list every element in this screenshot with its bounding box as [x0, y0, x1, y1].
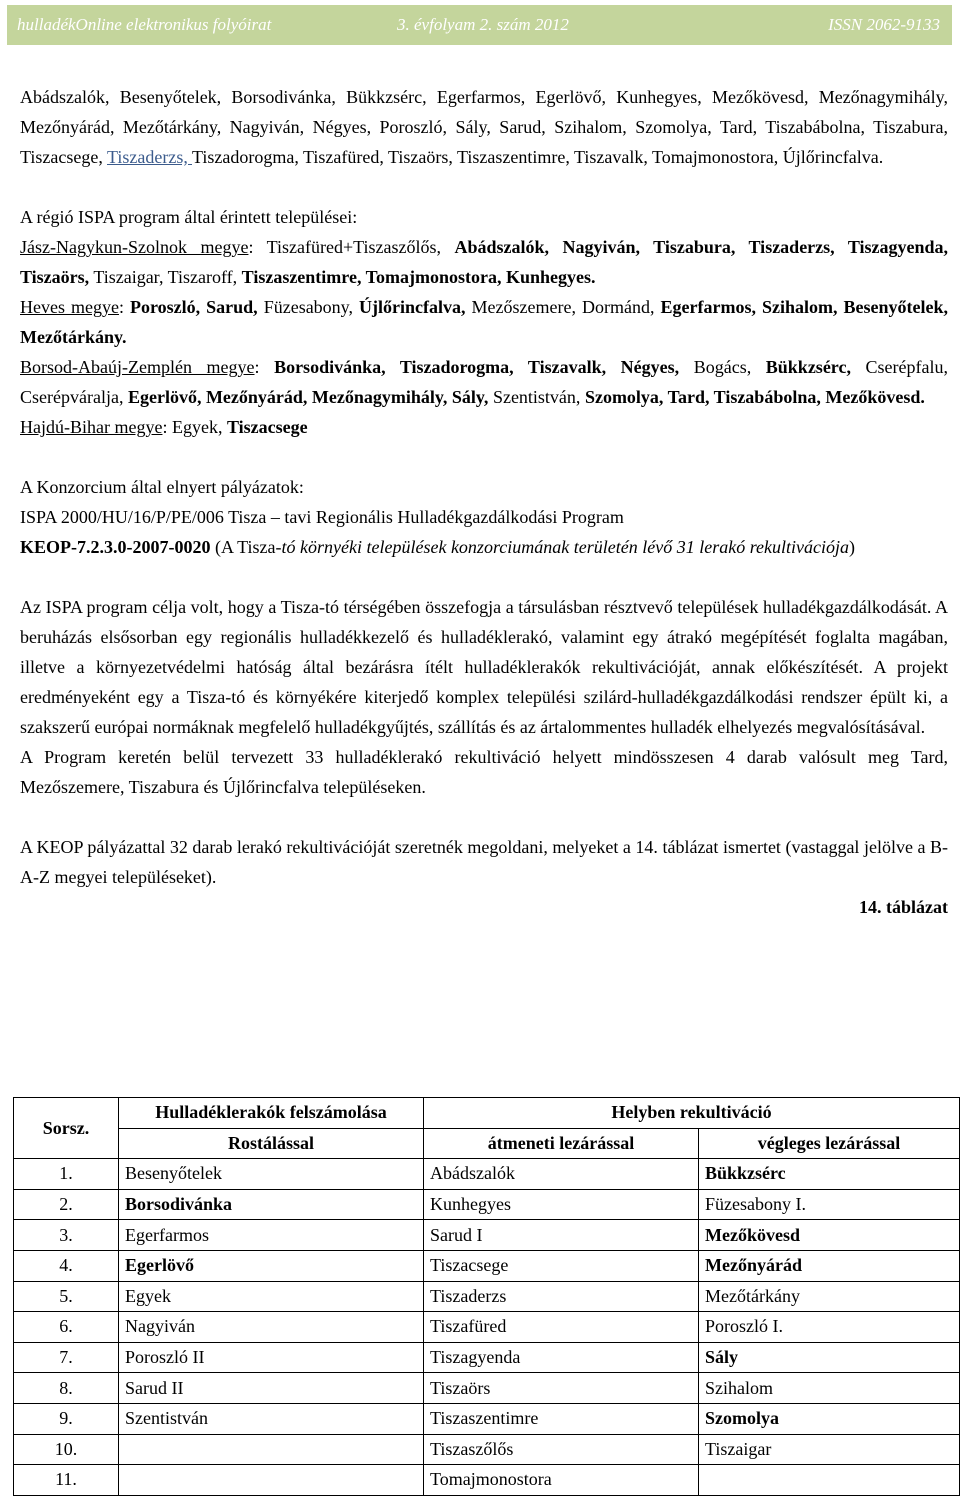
- row-number: 3.: [14, 1220, 119, 1251]
- col-vegleges: végleges lezárással: [699, 1128, 960, 1159]
- row-number: 4.: [14, 1250, 119, 1281]
- cell-atmeneti: Abádszalók: [424, 1159, 699, 1190]
- table-row: [14, 1465, 960, 1496]
- cell-rostalas: Poroszló II: [119, 1342, 424, 1373]
- cell-rostalas: Nagyiván: [119, 1312, 424, 1343]
- table-row: [14, 1281, 960, 1312]
- journal-title: hulladékOnline elektronikus folyóirat: [17, 15, 272, 34]
- table-row: [14, 1312, 960, 1343]
- cell-vegleges: Szomolya: [699, 1403, 960, 1434]
- row-number: 8.: [14, 1373, 119, 1404]
- cell-vegleges: Mezőkövesd: [699, 1220, 960, 1251]
- table-row: [14, 1250, 960, 1281]
- table-row: [14, 1403, 960, 1434]
- col-helyben: Helyben rekultiváció: [424, 1098, 960, 1129]
- paragraph-program: A Program keretén belül tervezett 33 hulladéklerakó rekultiváció helyett mindösszesen 4 darab valósult meg Tard, Mezőszemere, Tiszabura és Újlőrincfalva településeken.: [20, 747, 948, 797]
- cell-atmeneti: Sarud I: [424, 1220, 699, 1251]
- ispa-program: ISPA 2000/HU/16/P/PE/006 Tisza – tavi Regionális Hulladékgazdálkodási Program: [20, 507, 624, 527]
- cell-rostalas: Borsodivánka: [119, 1189, 424, 1220]
- col-felszamolas: Hulladéklerakók felszámolása: [119, 1098, 424, 1129]
- table-row: [14, 1220, 960, 1251]
- landfill-table: [13, 1097, 960, 1496]
- row-number: 10.: [14, 1434, 119, 1465]
- cell-vegleges: Szihalom: [699, 1373, 960, 1404]
- cell-rostalas: Besenyőtelek: [119, 1159, 424, 1190]
- journal-issn: ISSN 2062-9133: [828, 15, 940, 34]
- cell-vegleges: Tiszaigar: [699, 1434, 960, 1465]
- table-row: [14, 1189, 960, 1220]
- row-number: 11.: [14, 1465, 119, 1496]
- paragraph-keop: A KEOP pályázattal 32 darab lerakó rekultivációját szeretnék megoldani, melyeket a 14. táblázat ismertet (vastaggal jelölve a B-A-Z megyei településeket).: [20, 837, 948, 887]
- table-row: [14, 1342, 960, 1373]
- cell-atmeneti: Tiszaderzs: [424, 1281, 699, 1312]
- cell-vegleges: Mezőtárkány: [699, 1281, 960, 1312]
- heves-county: Heves megye: Poroszló, Sarud, Füzesabony, Újlőrincfalva, Mezőszemere, Dormánd, Egerfarmos, Szihalom, Besenyőtelek, Mezőtárkány.: [20, 297, 948, 347]
- cell-atmeneti: Tiszaszőlős: [424, 1434, 699, 1465]
- cell-rostalas: Egyek: [119, 1281, 424, 1312]
- cell-vegleges: Bükkzsérc: [699, 1159, 960, 1190]
- row-number: 9.: [14, 1403, 119, 1434]
- cell-vegleges: Sály: [699, 1342, 960, 1373]
- cell-vegleges: Füzesabony I.: [699, 1189, 960, 1220]
- keop-program: KEOP-7.2.3.0-2007-0020 (A Tisza-tó környéki települések konzorciumának területén lévő 31 lerakó rekultivációja): [20, 537, 855, 557]
- cell-rostalas: Egerlövő: [119, 1250, 424, 1281]
- cell-rostalas: [119, 1434, 424, 1465]
- cell-atmeneti: Kunhegyes: [424, 1189, 699, 1220]
- cell-vegleges: Poroszló I.: [699, 1312, 960, 1343]
- journal-header: [7, 5, 952, 45]
- row-number: 1.: [14, 1159, 119, 1190]
- row-number: 6.: [14, 1312, 119, 1343]
- cell-vegleges: Mezőnyárád: [699, 1250, 960, 1281]
- cell-atmeneti: Tiszaszentimre: [424, 1403, 699, 1434]
- journal-issue: 3. évfolyam 2. szám 2012: [397, 15, 569, 34]
- konzorcium-heading: A Konzorcium által elnyert pályázatok:: [20, 477, 304, 497]
- region-heading: A régió ISPA program által érintett települései:: [20, 207, 358, 227]
- cell-vegleges: [699, 1465, 960, 1496]
- col-atmeneti: átmeneti lezárással: [424, 1128, 699, 1159]
- row-number: 5.: [14, 1281, 119, 1312]
- table-row: [14, 1434, 960, 1465]
- hb-county: Hajdú-Bihar megye: Egyek, Tiszacsege: [20, 417, 308, 437]
- table-caption: 14. táblázat: [859, 897, 948, 917]
- jnsz-county: Jász-Nagykun-Szolnok megye: Tiszafüred+Tiszaszőlős, Abádszalók, Nagyiván, Tiszabura, Tiszaderzs, Tiszagyenda, Tiszaörs, Tiszaigar, Tiszaroff, Tiszaszentimre, Tomajmonostora, Kunhegyes.: [20, 237, 949, 287]
- cell-atmeneti: Tiszafüred: [424, 1312, 699, 1343]
- col-sorsz: Sorsz.: [14, 1098, 119, 1159]
- row-number: 7.: [14, 1342, 119, 1373]
- row-number: 2.: [14, 1189, 119, 1220]
- cell-atmeneti: Tiszacsege: [424, 1250, 699, 1281]
- table-row: [14, 1159, 960, 1190]
- col-rostalas: Rostálással: [119, 1128, 424, 1159]
- table-row: [14, 1373, 960, 1404]
- cell-rostalas: Sarud II: [119, 1373, 424, 1404]
- cell-rostalas: Szentistván: [119, 1403, 424, 1434]
- cell-rostalas: [119, 1465, 424, 1496]
- baz-county: Borsod-Abaúj-Zemplén megye: Borsodivánka, Tiszadorogma, Tiszavalk, Négyes, Bogács, Bükkzsérc, Cserépfalu, Cserépváralja, Egerlövő, Mezőnyárád, Mezőnagymihály, Sály, Szentistván, Szomolya, Tard, Tiszabábolna, Mezőkövesd.: [20, 357, 948, 407]
- paragraph-ispa-goal: Az ISPA program célja volt, hogy a Tisza-tó térségében összefogja a társulásban résztvevő települések hulladékgazdálkodását. A beruházás elsősorban egy regionális hulladékkezelő és hulladéklerakó, valamint egy átrakó megépítését foglalta magában, illetve a környezetvédelmi hatóság által bezárásra ítélt hulladéklerakók rekultivációját, annak előkészítését. A projekt eredményeként egy a Tisza-tó és környékére kiterjedő komplex települési szilárd-hulladékgazdálkodási rendszer épült ki, a szakszerű európai normáknak megfelelő hulladékgyűjtés, szállítás és az ártalommentes hulladék elhelyezés megvalósításával.: [20, 597, 948, 737]
- cell-rostalas: Egerfarmos: [119, 1220, 424, 1251]
- cell-atmeneti: Tiszaörs: [424, 1373, 699, 1404]
- cell-atmeneti: Tomajmonostora: [424, 1465, 699, 1496]
- settlement-list: Abádszalók, Besenyőtelek, Borsodivánka, Bükkzsérc, Egerfarmos, Egerlövő, Kunhegyes, Mezőkövesd, Mezőnagymihály, Mezőnyárád, Mezőtárkány, Nagyiván, Négyes, Poroszló, Sály, Sarud, Szihalom, Szomolya, Tard, Tiszabábolna, Tiszabura, Tiszacsege, Tiszaderzs, Tiszadorogma, Tiszafüred, Tiszaörs, Tiszaszentimre, Tiszavalk, Tomajmonostora, Újlőrincfalva.: [20, 87, 948, 167]
- document-body: [20, 82, 948, 922]
- cell-atmeneti: Tiszagyenda: [424, 1342, 699, 1373]
- tiszaderzs-link[interactable]: Tiszaderzs,: [107, 147, 192, 167]
